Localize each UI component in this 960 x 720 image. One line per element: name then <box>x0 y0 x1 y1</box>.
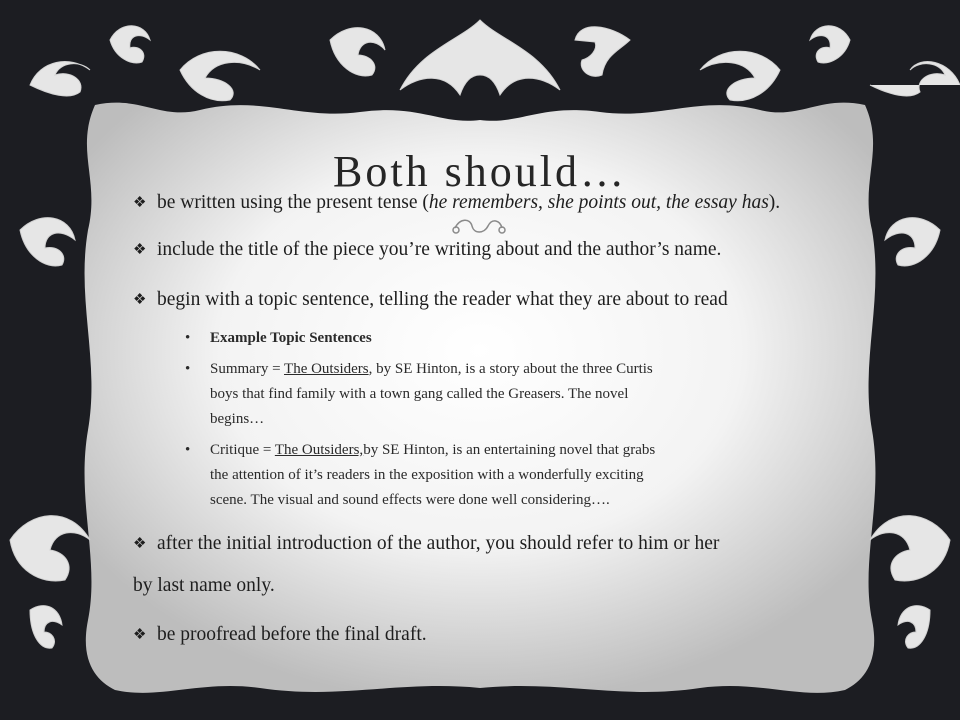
top-ornament <box>30 20 960 101</box>
tense-examples: he remembers, she points out, the essay has <box>428 192 769 213</box>
slide-title: Both should… <box>333 147 627 196</box>
bullet-proofread: ❖ be proofread before the final draft. <box>133 624 427 645</box>
diamond-bullet-icon: ❖ <box>133 292 147 308</box>
right-ornament <box>870 218 950 649</box>
bullet-last-name-continuation: by last name only. <box>133 575 275 596</box>
sub-bullet-heading: • Example Topic Sentences <box>210 326 830 351</box>
left-ornament <box>10 218 90 649</box>
sub-bullet-critique: • Critique = The Outsiders,by SE Hinton, is an entertaining novel that grabs the attention of it’s readers in the exposition with a wonderfully exciting scene. The visual and sound effects were done well considering…. <box>210 438 830 513</box>
diamond-bullet-icon: ❖ <box>133 536 147 552</box>
dot-bullet-icon: • <box>185 442 191 458</box>
bullet-last-name: ❖ after the initial introduction of the author, you should refer to him or her <box>133 533 720 554</box>
sub-bullet-summary: • Summary = The Outsiders, by SE Hinton, is a story about the three Curtis boys that find family with a town gang called the Greasers. The novel begins… <box>210 357 830 432</box>
bullet-present-tense: ❖ be written using the present tense (he remembers, she points out, the essay has). <box>133 192 781 213</box>
bullet-topic-sentence: ❖ begin with a topic sentence, telling the reader what they are about to read <box>133 289 728 310</box>
bullet-title-author: ❖ include the title of the piece you’re writing about and the author’s name. <box>133 239 722 260</box>
diamond-bullet-icon: ❖ <box>133 195 147 211</box>
dot-bullet-icon: • <box>185 330 191 346</box>
diamond-bullet-icon: ❖ <box>133 627 147 643</box>
diamond-bullet-icon: ❖ <box>133 242 147 258</box>
book-title: The Outsiders, <box>274 442 364 458</box>
book-title: The Outsiders <box>284 361 369 377</box>
dot-bullet-icon: • <box>185 361 191 377</box>
